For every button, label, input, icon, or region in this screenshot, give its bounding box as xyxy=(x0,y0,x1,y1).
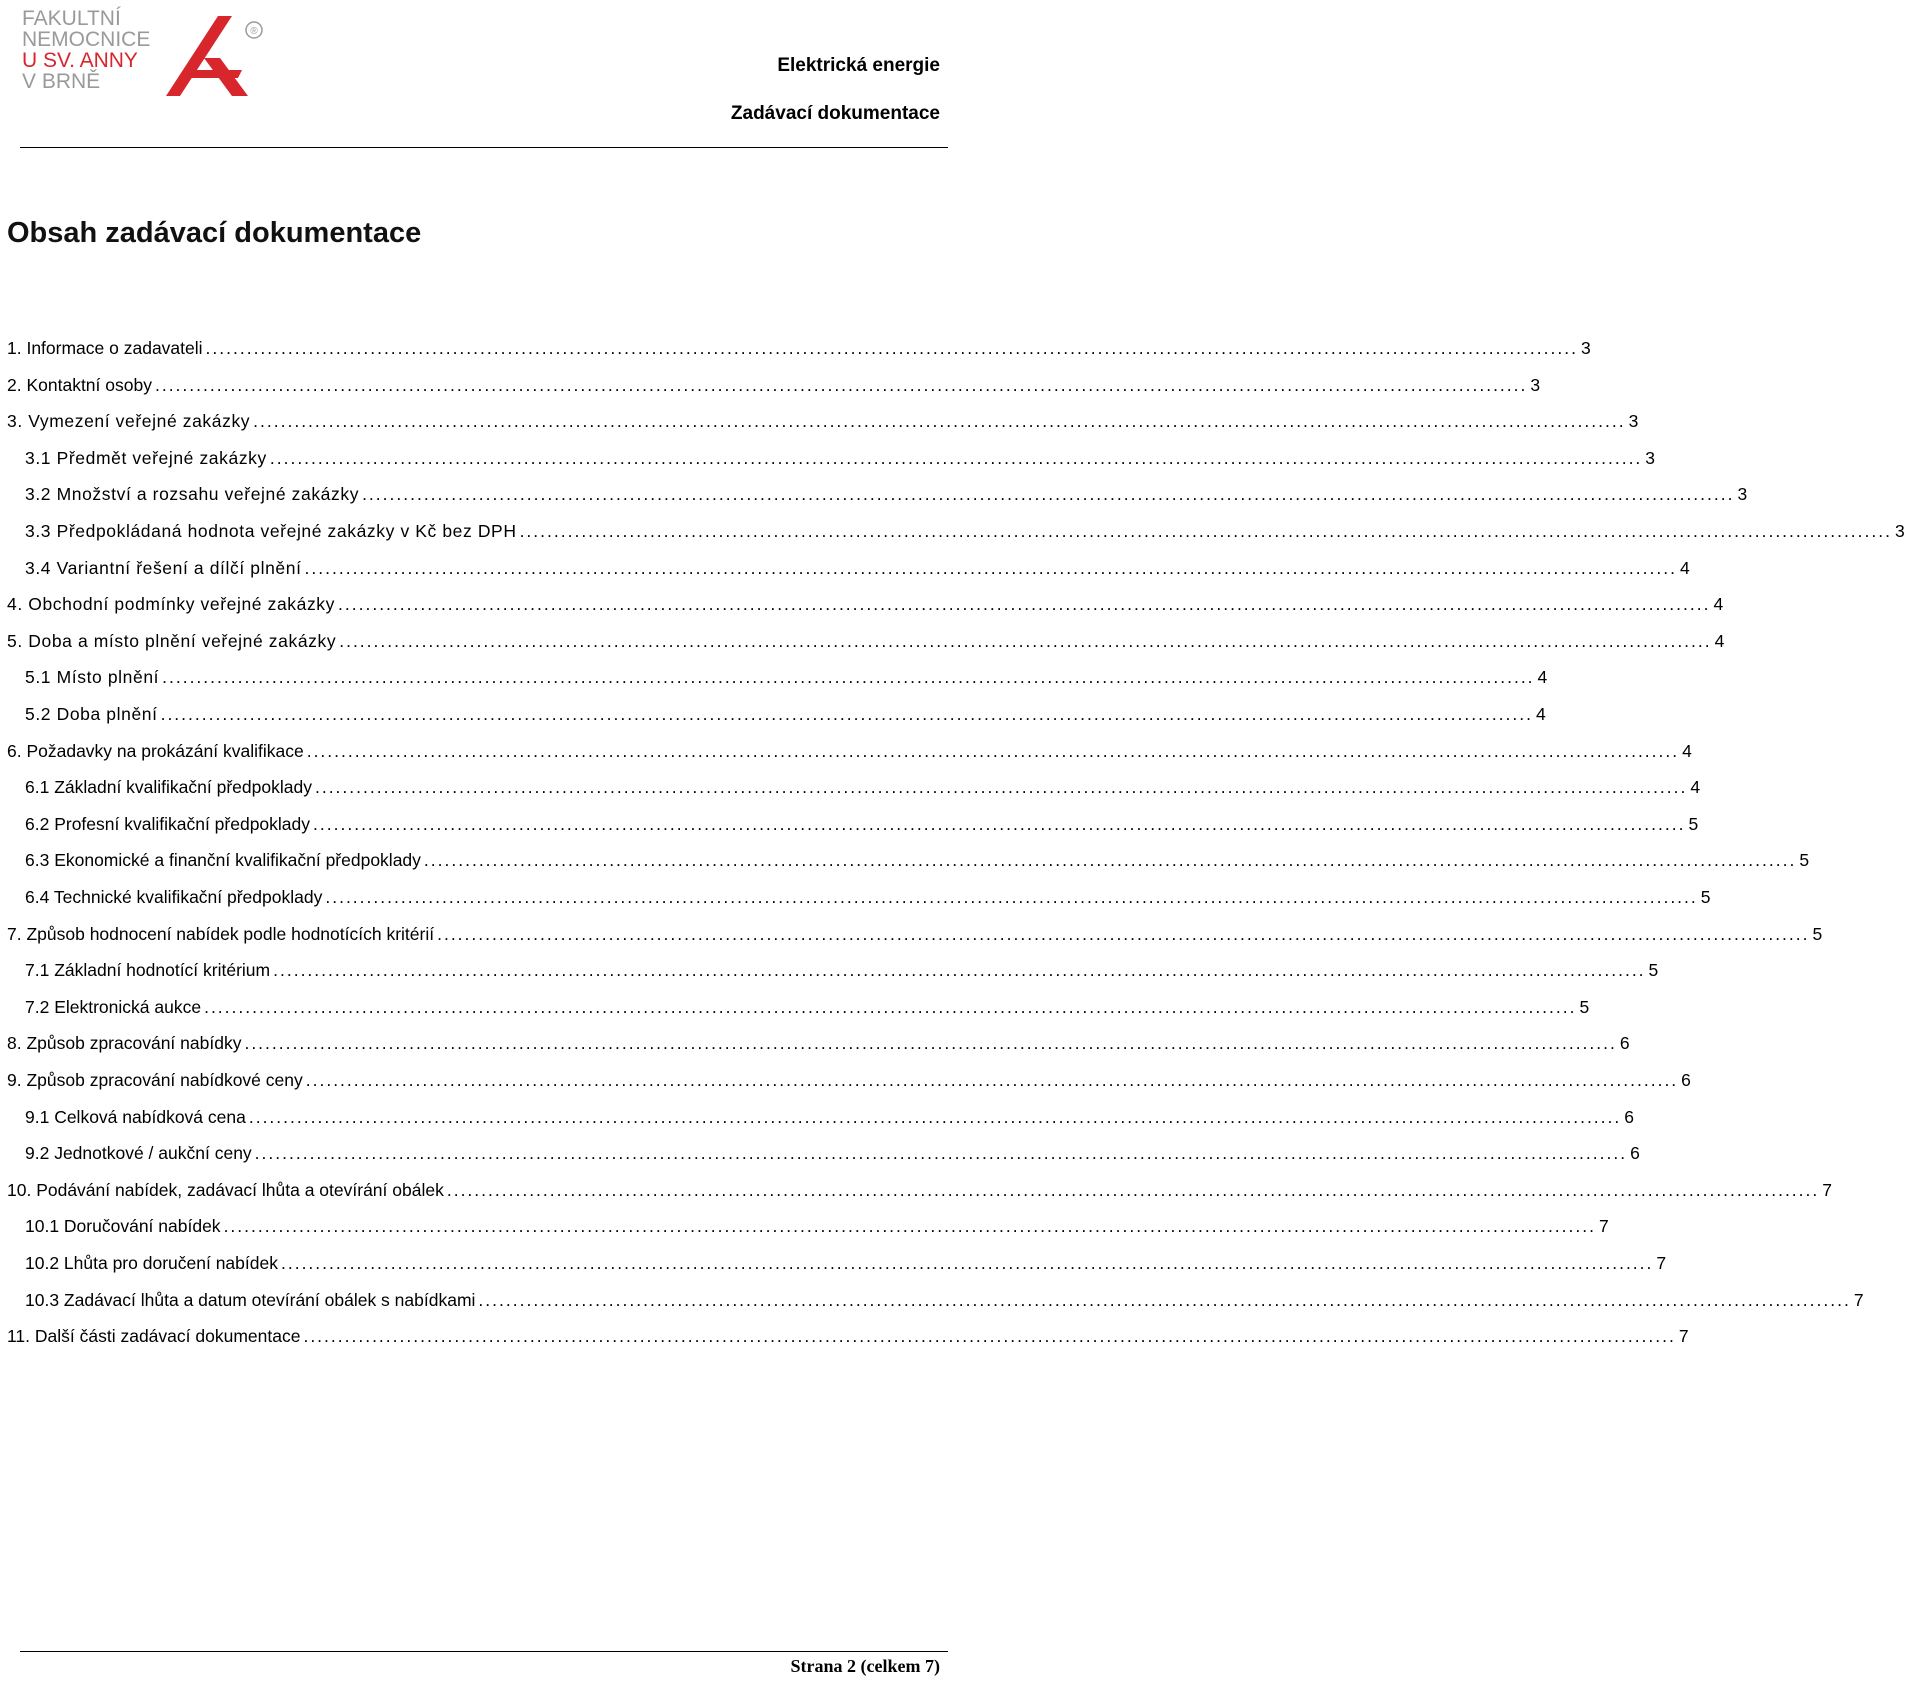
toc-entry-label: 7.1 Základní hodnotící kritérium xyxy=(25,960,271,980)
toc-entry[interactable] xyxy=(25,1211,1609,1237)
toc-entry-page: 5 xyxy=(1812,924,1823,944)
toc-leader-dots: ........................................................................................................................................................................................................ xyxy=(313,814,1686,834)
toc-entry[interactable] xyxy=(25,1138,1640,1164)
toc-entry-page: 3 xyxy=(1530,375,1541,395)
toc-leader-dots: ........................................................................................................................................................................................................ xyxy=(325,887,1698,907)
toc-leader-dots: ........................................................................................................................................................................................................ xyxy=(244,1033,1617,1053)
toc-leader-dots: ........................................................................................................................................................................................................ xyxy=(423,850,1797,870)
toc-entry-label: 10.3 Zadávací lhůta a datum otevírání obálek s nabídkami xyxy=(25,1290,476,1310)
toc-entry[interactable] xyxy=(25,992,1590,1018)
page-number: Strana 2 (celkem 7) xyxy=(790,1656,940,1676)
toc-entry-page: 7 xyxy=(1598,1216,1609,1236)
toc-entry-page: 7 xyxy=(1656,1253,1667,1273)
toc-entry[interactable] xyxy=(25,1285,1864,1311)
toc-leader-dots: ........................................................................................................................................................................................................ xyxy=(253,411,1626,431)
header-document-type: Zadávací dokumentace xyxy=(730,103,940,124)
toc-entry-label: 11. Další části zadávací dokumentace xyxy=(7,1326,301,1346)
toc-leader-dots: ........................................................................................................................................................................................................ xyxy=(160,704,1533,724)
toc-entry[interactable] xyxy=(25,882,1711,908)
toc-entry-page: 3 xyxy=(1645,448,1656,468)
toc-entry-label: 4. Obchodní podmínky veřejné zakázky xyxy=(7,594,336,614)
toc-entry-page: 4 xyxy=(1537,667,1548,687)
toc-leader-dots: ........................................................................................................................................................................................................ xyxy=(437,924,1810,944)
toc-entry[interactable] xyxy=(25,845,1810,871)
toc-entry-label: 7. Způsob hodnocení nabídek podle hodnotících kritérií xyxy=(7,924,435,944)
toc-leader-dots: ........................................................................................................................................................................................................ xyxy=(248,1107,1622,1127)
toc-leader-dots: ........................................................................................................................................................................................................ xyxy=(269,448,1643,468)
toc-entry-page: 5 xyxy=(1799,850,1810,870)
toc-leader-dots: ........................................................................................................................................................................................................ xyxy=(362,484,1735,504)
toc-entry-label: 9. Způsob zpracování nabídkové ceny xyxy=(7,1070,303,1090)
toc-entry[interactable] xyxy=(7,589,1724,615)
toc-entry-label: 10.1 Doručování nabídek xyxy=(25,1216,221,1236)
toc-leader-dots: ........................................................................................................................................................................................................ xyxy=(338,594,1711,614)
toc-entry-label: 7.2 Elektronická aukce xyxy=(25,997,202,1017)
header-divider xyxy=(20,147,948,148)
toc-entry-label: 3.4 Variantní řešení a dílčí plnění xyxy=(25,558,302,578)
toc-entry-page: 6 xyxy=(1681,1070,1691,1090)
toc-entry-page: 5 xyxy=(1579,997,1590,1017)
toc-entry-label: 2. Kontaktní osoby xyxy=(7,375,152,395)
toc-entry-page: 3 xyxy=(1580,338,1591,358)
toc-entry[interactable] xyxy=(25,955,1659,981)
registered-mark: ® xyxy=(250,26,258,37)
toc-entry-label: 8. Způsob zpracování nabídky xyxy=(7,1033,242,1053)
logo-line-1: FAKULTNÍ xyxy=(22,7,121,30)
toc-entry-label: 6.4 Technické kvalifikační předpoklady xyxy=(25,887,323,907)
toc-entry[interactable] xyxy=(25,699,1546,725)
toc-entry-page: 3 xyxy=(1737,484,1748,504)
toc-entry[interactable] xyxy=(25,809,1699,835)
toc-entry-page: 3 xyxy=(1894,521,1905,541)
toc-entry-page: 4 xyxy=(1713,594,1724,614)
toc-entry[interactable] xyxy=(25,553,1690,579)
toc-entry-label: 6.2 Profesní kvalifikační předpoklady xyxy=(25,814,311,834)
toc-entry[interactable] xyxy=(7,1065,1691,1091)
toc-entry-page: 5 xyxy=(1700,887,1711,907)
toc-entry[interactable] xyxy=(7,919,1823,945)
header-document-subject: Elektrická energie xyxy=(777,55,940,76)
toc-entry-label: 10. Podávání nabídek, zadávací lhůta a otevírání obálek xyxy=(7,1180,444,1200)
toc-entry[interactable] xyxy=(7,1175,1832,1201)
footer-divider xyxy=(20,1651,948,1652)
logo-line-2: NEMOCNICE xyxy=(22,28,151,51)
toc-leader-dots: ........................................................................................................................................................................................................ xyxy=(223,1216,1596,1236)
toc-entry[interactable] xyxy=(25,1248,1667,1274)
toc-leader-dots: ........................................................................................................................................................................................................ xyxy=(254,1143,1628,1163)
toc-entry-page: 6 xyxy=(1630,1143,1640,1163)
toc-entry[interactable] xyxy=(25,662,1548,688)
toc-entry[interactable] xyxy=(7,736,1692,762)
toc-entry[interactable] xyxy=(25,479,1748,505)
toc-entry[interactable] xyxy=(25,1102,1634,1128)
toc-entry-page: 7 xyxy=(1822,1180,1832,1200)
toc-leader-dots: ........................................................................................................................................................................................................ xyxy=(273,960,1646,980)
toc-entry-page: 7 xyxy=(1678,1326,1689,1346)
toc-entry-page: 7 xyxy=(1853,1290,1864,1310)
toc-entry[interactable] xyxy=(25,516,1905,542)
toc-leader-dots: ........................................................................................................................................................................................................ xyxy=(303,1326,1676,1346)
toc-leader-dots: ........................................................................................................................................................................................................ xyxy=(519,521,1892,541)
toc-entry-label: 9.2 Jednotkové / aukční ceny xyxy=(25,1143,252,1163)
toc-leader-dots: ........................................................................................................................................................................................................ xyxy=(305,1070,1679,1090)
toc-entry-label: 3.1 Předmět veřejné zakázky xyxy=(25,448,267,468)
toc-entry-page: 5 xyxy=(1688,814,1699,834)
toc-leader-dots: ........................................................................................................................................................................................................ xyxy=(446,1180,1820,1200)
toc-entry[interactable] xyxy=(25,772,1701,798)
toc-leader-dots: ........................................................................................................................................................................................................ xyxy=(478,1290,1851,1310)
logo-text xyxy=(22,8,150,92)
toc-leader-dots: ........................................................................................................................................................................................................ xyxy=(162,667,1535,687)
toc-entry-label: 9.1 Celková nabídková cena xyxy=(25,1107,246,1127)
toc-entry-page: 4 xyxy=(1714,631,1725,651)
toc-entry[interactable] xyxy=(7,626,1725,652)
toc-entry-label: 5.1 Místo plnění xyxy=(25,667,160,687)
toc-entry[interactable] xyxy=(7,1321,1689,1347)
toc-entry-page: 4 xyxy=(1682,741,1692,761)
toc-entry-label: 6.1 Základní kvalifikační předpoklady xyxy=(25,777,312,797)
toc-leader-dots: ........................................................................................................................................................................................................ xyxy=(280,1253,1654,1273)
toc-leader-dots: ........................................................................................................................................................................................................ xyxy=(306,741,1680,761)
toc-entry-page: 4 xyxy=(1679,558,1690,578)
toc-entry[interactable] xyxy=(7,370,1541,396)
toc-leader-dots: ........................................................................................................................................................................................................ xyxy=(339,631,1712,651)
toc-entry-label: 3.2 Množství a rozsahu veřejné zakázky xyxy=(25,484,360,504)
logo-a-mark-icon xyxy=(156,8,276,108)
toc-entry[interactable] xyxy=(25,443,1656,469)
toc-entry-page: 5 xyxy=(1648,960,1659,980)
toc-entry-page: 6 xyxy=(1624,1107,1634,1127)
toc-leader-dots: ........................................................................................................................................................................................................ xyxy=(304,558,1677,578)
toc-entry-page: 6 xyxy=(1619,1033,1630,1053)
toc-leader-dots: ........................................................................................................................................................................................................ xyxy=(205,338,1578,358)
toc-leader-dots: ........................................................................................................................................................................................................ xyxy=(154,375,1528,395)
toc-entry[interactable] xyxy=(7,333,1591,359)
toc-entry-label: 6.3 Ekonomické a finanční kvalifikační předpoklady xyxy=(25,850,421,870)
hospital-logo xyxy=(22,8,272,108)
toc-entry-label: 1. Informace o zadavateli xyxy=(7,338,203,358)
toc-entry-label: 6. Požadavky na prokázání kvalifikace xyxy=(7,741,304,761)
logo-line-4: V BRNĚ xyxy=(22,70,101,93)
toc-leader-dots: ........................................................................................................................................................................................................ xyxy=(204,997,1577,1017)
toc-entry-label: 3.3 Předpokládaná hodnota veřejné zakázky v Kč bez DPH xyxy=(25,521,517,541)
toc-entry-label: 3. Vymezení veřejné zakázky xyxy=(7,411,251,431)
toc-entry[interactable] xyxy=(7,1028,1630,1054)
toc-entry-page: 3 xyxy=(1628,411,1639,431)
toc-entry[interactable] xyxy=(7,406,1639,432)
toc-entry-page: 4 xyxy=(1690,777,1701,797)
toc-entry-label: 5. Doba a místo plnění veřejné zakázky xyxy=(7,631,337,651)
toc-entry-label: 5.2 Doba plnění xyxy=(25,704,158,724)
logo-line-3: U SV. ANNY xyxy=(22,49,138,72)
page-title: Obsah zadávací dokumentace xyxy=(7,217,422,249)
toc-entry-label: 10.2 Lhůta pro doručení nabídek xyxy=(25,1253,278,1273)
toc-entry-page: 4 xyxy=(1536,704,1546,724)
toc-leader-dots: ........................................................................................................................................................................................................ xyxy=(314,777,1688,797)
